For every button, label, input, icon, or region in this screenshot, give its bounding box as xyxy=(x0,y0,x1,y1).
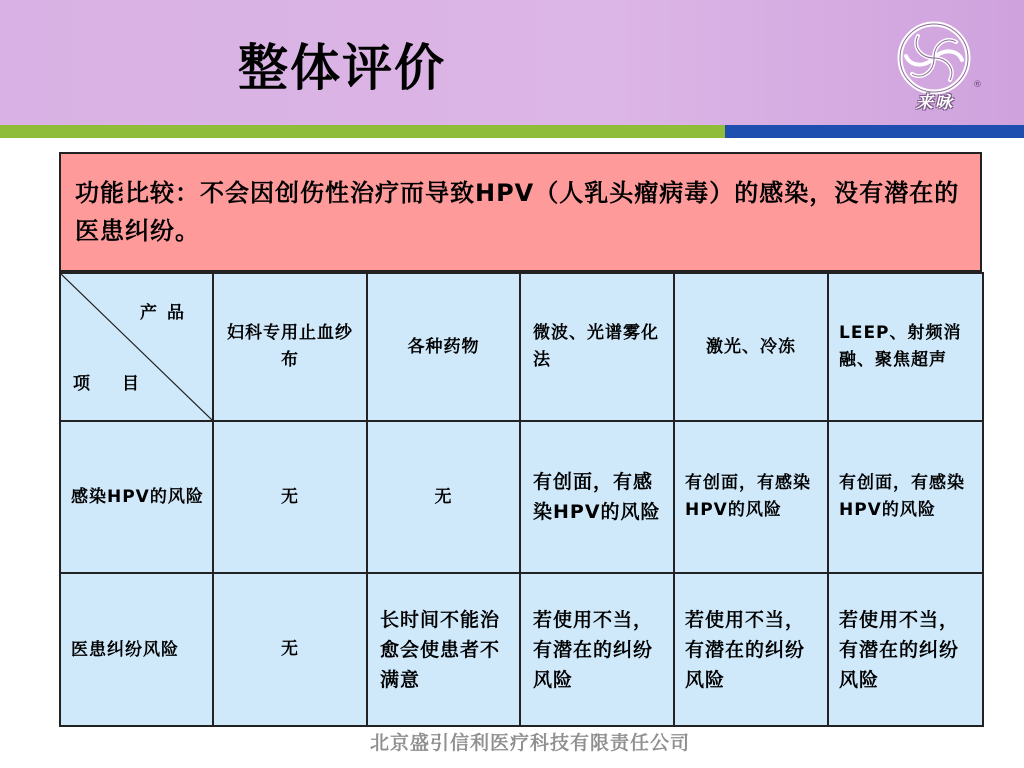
column-header: 激光、冷冻 xyxy=(674,273,828,421)
header-green-bar xyxy=(0,125,725,138)
column-header: 妇科专用止血纱布 xyxy=(213,273,367,421)
table-cell: 有创面，有感染HPV的风险 xyxy=(674,421,828,573)
header-blue-bar xyxy=(725,125,1024,138)
table-cell: 若使用不当，有潜在的纠纷风险 xyxy=(520,573,674,726)
slide-title: 整体评价 xyxy=(238,39,446,97)
logo-text: 来咏 xyxy=(916,93,954,113)
table-row xyxy=(60,573,983,726)
column-header: LEEP、射频消融、聚焦超声 xyxy=(828,273,983,421)
comparison-banner xyxy=(59,152,982,272)
row-label: 感染HPV的风险 xyxy=(60,421,213,573)
table-row xyxy=(60,421,983,573)
table-cell: 有创面，有感染HPV的风险 xyxy=(520,421,674,573)
table-cell: 无 xyxy=(213,421,367,573)
table-cell: 若使用不当，有潜在的纠纷风险 xyxy=(674,573,828,726)
banner-text: 功能比较：不会因创伤性治疗而导致HPV（人乳头瘤病毒）的感染，没有潜在的医患纠纷。 xyxy=(75,179,960,245)
row-label: 医患纠纷风险 xyxy=(60,573,213,726)
table-cell: 若使用不当，有潜在的纠纷风险 xyxy=(828,573,983,726)
registered-mark: ® xyxy=(973,80,982,90)
table-cell: 长时间不能治愈会使患者不满意 xyxy=(367,573,520,726)
comparison-table xyxy=(59,272,984,727)
table-cell: 有创面，有感染HPV的风险 xyxy=(828,421,983,573)
corner-item-label: 项目 xyxy=(73,374,171,394)
table-cell: 无 xyxy=(367,421,520,573)
table-header-row xyxy=(60,273,983,421)
corner-product-label: 产品 xyxy=(140,303,194,323)
diagonal-line xyxy=(61,274,212,420)
table-cell: 无 xyxy=(213,573,367,726)
column-header: 各种药物 xyxy=(367,273,520,421)
corner-header-cell xyxy=(60,273,213,421)
company-footer: 北京盛引信利医疗科技有限责任公司 xyxy=(369,732,690,754)
slide-header xyxy=(0,0,1024,125)
column-header: 微波、光谱雾化法 xyxy=(520,273,674,421)
